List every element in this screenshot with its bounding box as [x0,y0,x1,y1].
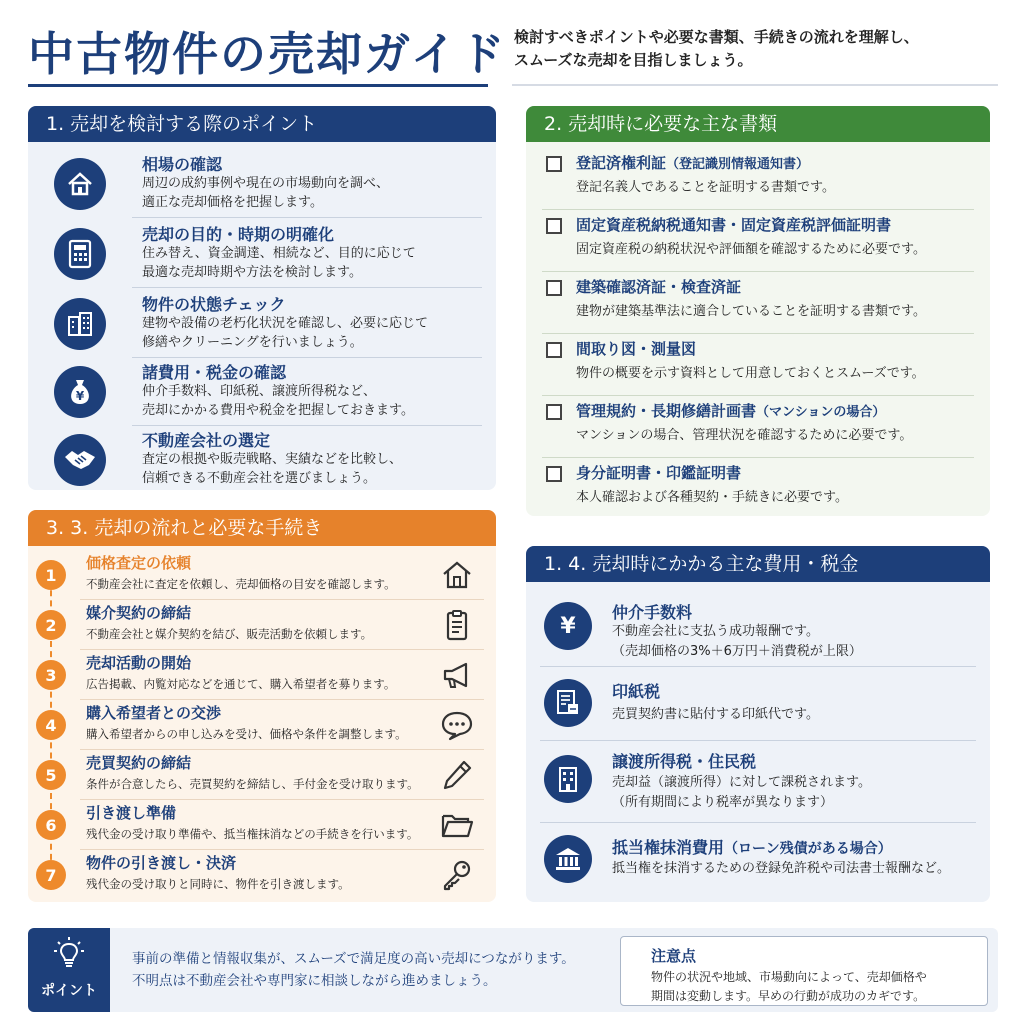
cost-title [612,835,892,858]
flow-step [28,700,496,750]
footer-tip [28,928,998,1012]
document-desc: 登記名義人であることを証明する書類です。 [576,180,835,195]
cost-title: 仲介手数料 [612,603,693,622]
cost-item [526,823,990,899]
intro-text [514,26,998,72]
point-desc-line: 修繕やクリーニングを行いましょう。 [142,335,363,350]
document-title-text: 間取り図・測量図 [576,340,697,358]
megaphone-icon [440,658,474,692]
section-points-heading: 1. 売却を検討する際のポイント [28,106,496,142]
cost-title-note: （ローン残債がある場合） [724,841,892,857]
document-item[interactable] [526,396,990,458]
house-outline-icon [440,558,474,592]
point-title: 諸費用・税金の確認 [142,363,287,382]
building-icon [54,298,106,350]
step-number: 6 [36,810,66,840]
document-desc: 物件の概要を示す資料として用意しておくとスムーズです。 [576,366,925,381]
section-documents [526,106,990,516]
document-item[interactable] [526,210,990,272]
step-desc: 購入希望者からの申し込みを受け、価格や条件を調整します。 [86,727,407,741]
section-costs-heading: 1. 4. 売却時にかかる主な費用・税金 [526,546,990,582]
caution-box [620,936,988,1006]
document-item[interactable] [526,272,990,334]
step-title: 引き渡し準備 [86,804,177,822]
point-desc-line: 仲介手数料、印紙税、譲渡所得税など、 [142,384,377,399]
point-badge [28,928,110,1012]
section-documents-heading: 2. 売却時に必要な主な書類 [526,106,990,142]
pen-icon [440,758,474,792]
step-number: 4 [36,710,66,740]
caution-text-line: 期間は変動します。早めの行動が成功のカギです。 [651,989,926,1003]
light-bulb-icon [53,936,85,972]
point-item-purpose [28,220,496,288]
checkbox[interactable] [546,156,562,172]
step-desc: 不動産会社と媒介契約を結び、販売活動を依頼します。 [86,627,373,641]
cost-desc-line: （所有期間により税率が異なります） [612,795,834,810]
caution-text-line: 物件の状況や地域、市場動向によって、売却価格や [651,970,927,984]
step-desc: 条件が合意したら、売買契約を締結し、手付金を受け取ります。 [86,777,419,791]
point-desc-line: 売却にかかる費用や税金を把握しておきます。 [142,403,414,418]
document-item[interactable] [526,334,990,396]
point-desc-line: 周辺の成約事例や現在の市場動向を調べ、 [142,176,390,191]
document-desc: 本人確認および各種契約・手続きに必要です。 [576,490,848,505]
point-desc [142,450,482,488]
page-header [28,14,998,86]
step-number: 1 [36,560,66,590]
intro-line-2: スムーズな売却を目指しましょう。 [514,51,753,69]
page-title: 中古物件の売却ガイド [28,27,507,81]
cost-item [526,667,990,739]
document-title [576,214,891,235]
footer-message-line: 不明点は不動産会社や専門家に相談しながら進めましょう。 [132,973,497,989]
checkbox[interactable] [546,404,562,420]
step-desc: 不動産会社に査定を依頼し、売却価格の目安を確認します。 [86,577,396,591]
point-item-condition [28,290,496,358]
svg-text:¥: ¥ [75,389,85,403]
footer-message-line: 事前の準備と情報収集が、スムーズで満足度の高い売却につながります。 [132,951,575,967]
section-flow-heading: 3. 3. 売却の流れと必要な手続き [28,510,496,546]
house-icon [54,158,106,210]
intro-line-1: 検討すべきポイントや必要な書類、手続きの流れを理解し、 [514,28,919,46]
document-desc: 固定資産税の納税状況や評価額を確認するために必要です。 [576,242,926,257]
point-title: 売却の目的・時期の明確化 [142,225,335,244]
step-title: 価格査定の依頼 [86,554,192,572]
divider [132,287,482,288]
document-item[interactable] [526,458,990,516]
cost-title: 譲渡所得税・住民税 [612,752,757,771]
point-item-costs [28,358,496,426]
cost-desc [612,622,862,662]
point-desc-line: 最適な売却時期や方法を検討します。 [142,265,362,280]
step-number: 3 [36,660,66,690]
checkbox[interactable] [546,218,562,234]
cost-desc-line: 不動産会社に支払う成功報酬です。 [612,624,819,639]
step-number: 5 [36,760,66,790]
point-title: 不動産会社の選定 [142,431,271,450]
point-item-market [28,150,496,218]
step-desc: 広告掲載、内覧対応などを通じて、購入希望者を募ります。 [86,677,396,691]
flow-step [28,850,496,900]
point-label: ポイント [41,983,97,999]
step-title: 物件の引き渡し・決済 [86,854,237,872]
document-title-text: 登記済権利証 [576,154,667,172]
key-icon [440,858,474,892]
point-title: 相場の確認 [142,155,223,174]
flow-step [28,600,496,650]
cost-item [526,582,990,666]
document-title-text: 固定資産税納税通知書・固定資産税評価証明書 [576,216,892,234]
cost-desc-line: 売買契約書に貼付する印紙代です。 [612,707,819,722]
document-desc: マンションの場合、管理状況を確認するために必要です。 [576,428,913,443]
header-divider [512,84,998,86]
clipboard-icon [440,608,474,642]
document-title-text: 身分証明書・印鑑証明書 [576,464,742,482]
point-desc [142,244,482,282]
checkbox[interactable] [546,280,562,296]
checkbox[interactable] [546,342,562,358]
document-title-note: （マンションの場合） [756,405,886,420]
document-title [576,152,809,173]
caution-text [651,968,927,1006]
point-desc-line: 適正な売却価格を把握します。 [142,195,323,210]
step-desc: 残代金の受け取り準備や、抵当権抹消などの手続きを行います。 [86,827,419,841]
yen-coin-icon: ¥ [544,602,592,650]
step-title: 購入希望者との交渉 [86,704,222,722]
point-desc-line: 建物や設備の老朽化状況を確認し、必要に応じて [142,316,429,331]
point-desc [142,174,482,212]
flow-step [28,800,496,850]
point-desc [142,382,482,420]
flow-step [28,650,496,700]
cost-desc [612,705,819,725]
footer-message [132,948,575,992]
bank-icon [544,835,592,883]
folder-icon [440,808,474,842]
step-title: 媒介契約の締結 [86,604,192,622]
section-flow [28,510,496,902]
point-title: 物件の状態チェック [142,295,286,314]
section-costs [526,546,990,902]
step-desc: 残代金の受け取りと同時に、物件を引き渡します。 [86,877,350,891]
document-title-text: 管理規約・長期修繕計画書 [576,402,757,420]
caution-title: 注意点 [651,947,697,965]
point-desc [142,314,482,352]
document-title [576,462,741,483]
point-desc-line: 住み替え、資金調達、相続など、目的に応じて [142,246,416,261]
office-building-icon [544,755,592,803]
section-points [28,106,496,490]
step-number: 7 [36,860,66,890]
document-title [576,338,696,359]
point-item-agency [28,426,496,490]
cost-item [526,741,990,821]
cost-desc [612,773,871,813]
document-title [576,400,885,421]
calculator-icon [54,228,106,280]
point-desc-line: 信頼できる不動産会社を選びましょう。 [142,471,377,486]
document-title-text: 建築確認済証・検査済証 [576,278,742,296]
cost-title: 印紙税 [612,682,661,701]
stamp-document-icon [544,679,592,727]
step-title: 売買契約の締結 [86,754,192,772]
cost-desc-line: （売却価格の3%＋6万円＋消費税が上限） [612,644,862,659]
document-item[interactable] [526,148,990,210]
divider [132,217,482,218]
step-title: 売却活動の開始 [86,654,192,672]
document-title-note: （登記識別情報通知書） [666,157,810,172]
money-bag-icon [54,366,106,418]
document-desc: 建物が建築基準法に適合していることを証明する書類です。 [576,304,926,319]
point-desc-line: 査定の根拠や販売戦略、実績などを比較し、 [142,452,403,467]
cost-desc-line: 抵当権を抹消するための登録免許税や司法書士報酬など。 [612,861,951,876]
title-underline [28,84,488,87]
flow-step [28,550,496,600]
flow-step [28,750,496,800]
handshake-icon [54,434,106,486]
step-number: 2 [36,610,66,640]
chat-bubble-icon [440,708,474,742]
cost-title-text: 抵当権抹消費用 [612,838,725,857]
cost-desc [612,859,950,879]
checkbox[interactable] [546,466,562,482]
cost-desc-line: 売却益（譲渡所得）に対して課税されます。 [612,775,871,790]
document-title [576,276,741,297]
